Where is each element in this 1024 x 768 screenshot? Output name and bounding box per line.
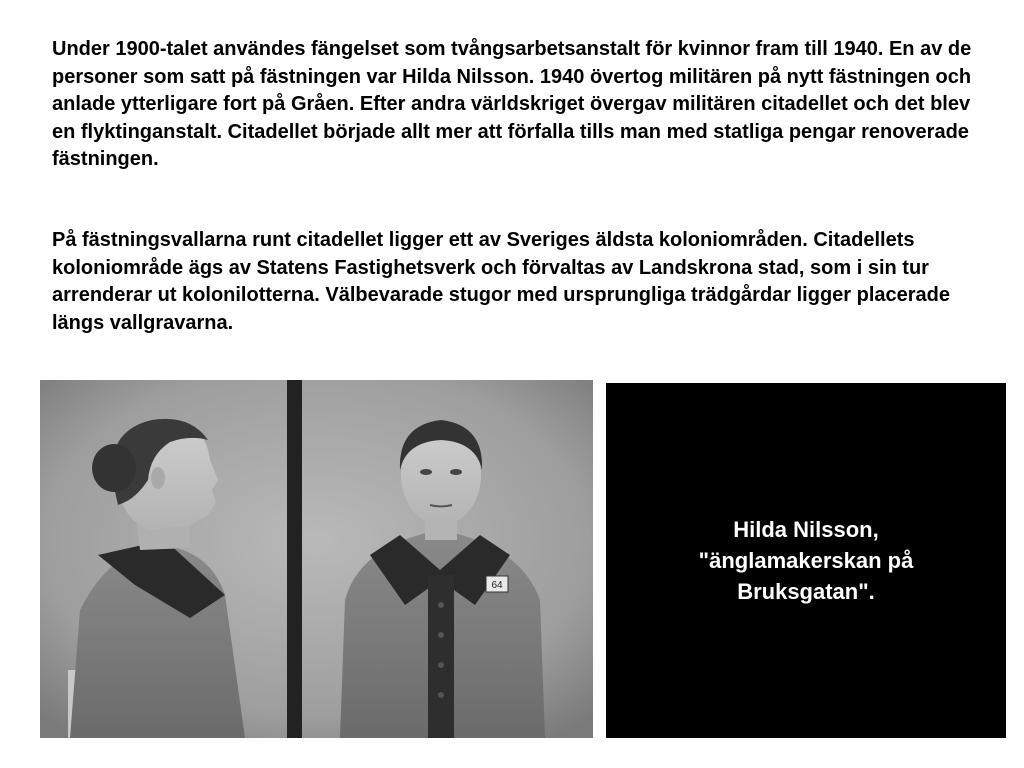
- caption-box: [606, 383, 1006, 738]
- paragraph-allotments: På fästningsvallarna runt citadellet ligger ett av Sveriges äldsta koloniområden. Citadellets koloniområde ägs av Statens Fastighetsverk och förvaltas av Landskrona stad, som i sin tur arrenderar ut kolonilotterna. Välbevarade stugor med ursprungliga trädgårdar ligger placerade längs vallgravarna.: [52, 229, 951, 334]
- paragraph-history: Under 1900-talet användes fängelset som tvångsarbetsanstalt för kvinnor fram till 1940. En av de personer som satt på fästningen var Hilda Nilsson. 1940 övertog militären på nytt fästningen och anlade ytterligare fort på Gråen. Efter andra världskriget övergav militären citadellet och det blev en flyktinganstalt. Citadellet började allt mer att förfalla tills man med statliga pengar renoverade fästningen.: [52, 38, 972, 170]
- mugshot-photo: [40, 380, 593, 738]
- photo-caption: Hilda Nilsson, "änglamakerskan på Bruksgatan".: [698, 517, 914, 604]
- badge-number: 64: [491, 580, 503, 591]
